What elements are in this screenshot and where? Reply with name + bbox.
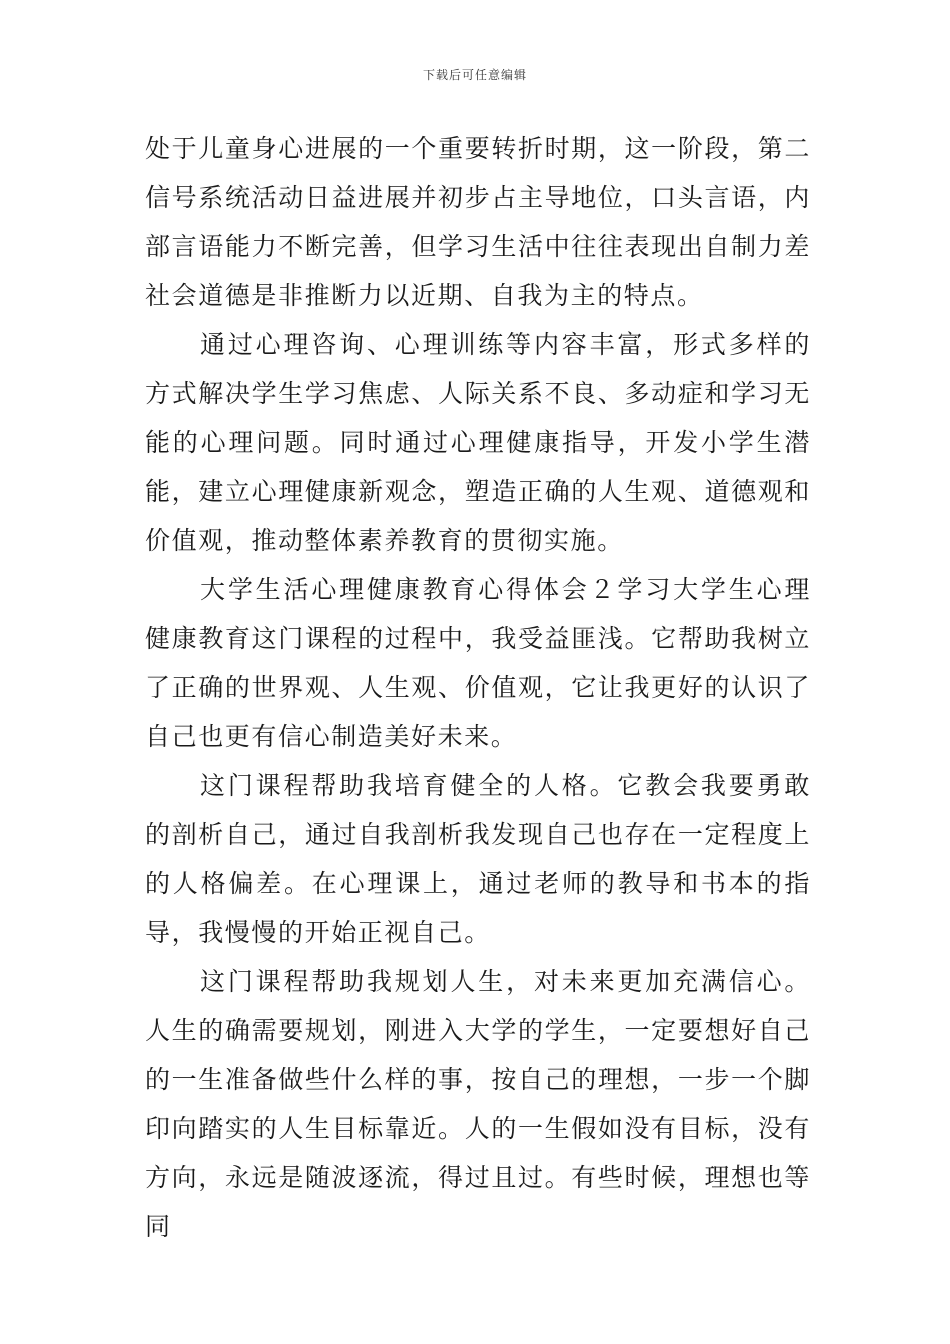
paragraph-2: 通过心理咨询、心理训练等内容丰富，形式多样的方式解决学生学习焦虑、人际关系不良、多动症和学习无能的心理问题。同时通过心理健康指导，开发小学生潜能，建立心理健康新观念，塑造正确的人生观、道德观和价值观，推动整体素养教育的贯彻实施。 [145,330,811,555]
paragraph-3: 大学生活心理健康教育心得体会２学习大学生心理健康教育这门课程的过程中，我受益匪浅。它帮助我树立了正确的世界观、人生观、价值观，它让我更好的认识了自己也更有信心制造美好未来。 [145,575,811,751]
paragraph-1: 处于儿童身心进展的一个重要转折时期，这一阶段，第二信号系统活动日益进展并初步占主导地位，口头言语，内部言语能力不断完善，但学习生活中往往表现出自制力差社会道德是非推断力以近期、自我为主的特点。 [145,134,811,310]
document-body [145,124,811,1251]
page-header: 下载后可任意编辑 [422,68,527,82]
paragraph-5: 这门课程帮助我规划人生，对未来更加充满信心。人生的确需要规划，刚进入大学的学生，一定要想好自己的一生准备做些什么样的事，按自己的理想，一步一个脚印向踏实的人生目标靠近。人的一生假如没有目标，没有方向，永远是随波逐流，得过且过。有些时候，理想也等同 [145,967,811,1241]
paragraph-4: 这门课程帮助我培育健全的人格。它教会我要勇敢的剖析自己，通过自我剖析我发现自己也存在一定程度上的人格偏差。在心理课上，通过老师的教导和书本的指导，我慢慢的开始正视自己。 [145,771,811,947]
